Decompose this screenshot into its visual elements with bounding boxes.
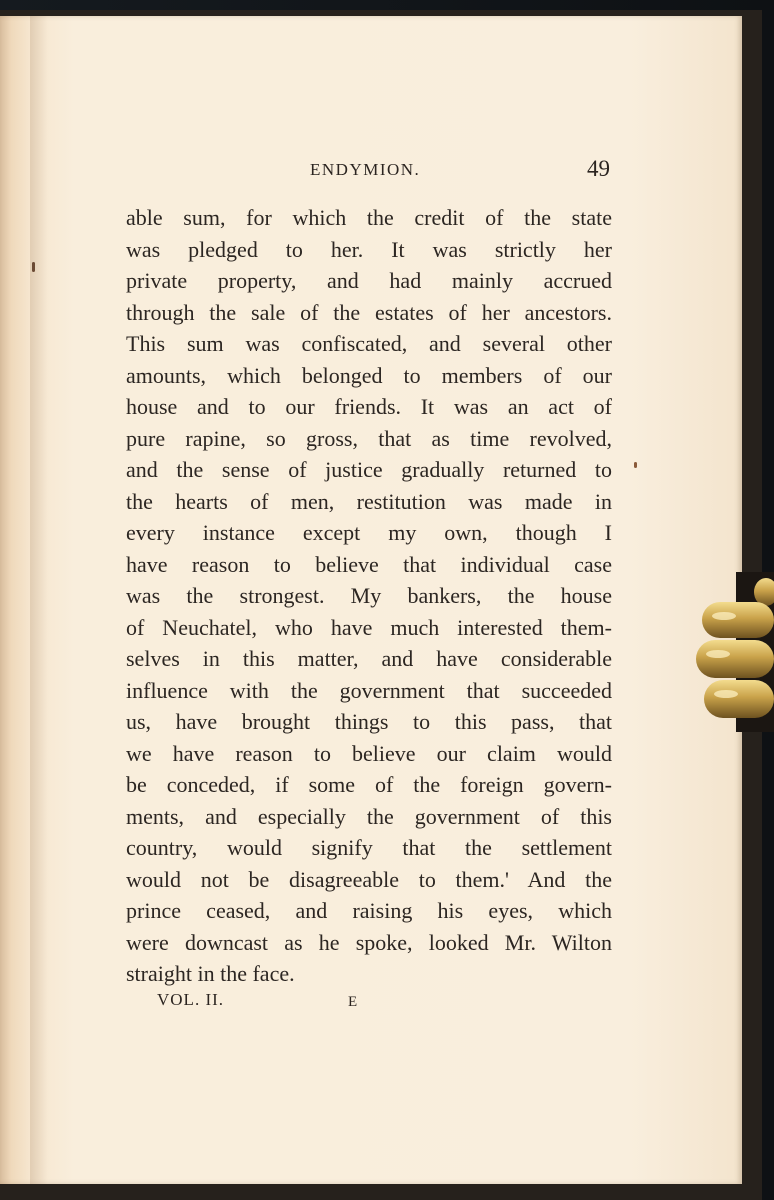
text-line: This sum was confiscated, and several other	[126, 331, 612, 356]
text-line: was the strongest. My bankers, the house	[126, 583, 612, 608]
text-line: be conceded, if some of the foreign govern-	[126, 772, 612, 797]
text-line: straight in the face.	[126, 961, 295, 986]
body-text	[126, 202, 612, 990]
volume-label: VOL. II.	[157, 990, 225, 1009]
text-line: through the sale of the estates of her ancestors.	[126, 299, 612, 325]
text-line: have reason to believe that individual case	[126, 551, 612, 577]
text-line: pure rapine, so gross, that as time revolved,	[126, 425, 612, 451]
running-head	[130, 158, 610, 188]
text-line: every instance except my own, though I	[126, 520, 612, 545]
brass-clip-icon	[696, 572, 774, 732]
text-line: of Neuchatel, who have much interested them-	[126, 614, 612, 640]
paper-speck	[32, 262, 35, 272]
text-line: and the sense of justice gradually returned to	[126, 457, 612, 482]
text-line: amounts, which belonged to members of our	[126, 362, 612, 388]
page-footer	[0, 990, 774, 1020]
text-line: influence with the government that succeeded	[126, 677, 612, 703]
text-line: the hearts of men, restitution was made in	[126, 488, 612, 514]
text-line: were downcast as he spoke, looked Mr. Wilton	[126, 929, 612, 955]
paper-speck	[634, 462, 637, 468]
text-line: house and to our friends. It was an act of	[126, 394, 612, 419]
text-line: us, have brought things to this pass, that	[126, 709, 612, 734]
text-line: able sum, for which the credit of the state	[126, 205, 612, 230]
text-line: ments, and especially the government of this	[126, 803, 612, 829]
text-line: would not be disagreeable to them.' And the	[126, 866, 612, 892]
text-line: was pledged to her. It was strictly her	[126, 236, 612, 262]
text-line: private property, and had mainly accrued	[126, 268, 612, 293]
signature-mark: E	[348, 994, 358, 1010]
running-title: ENDYMION.	[310, 160, 421, 179]
page-number: 49	[587, 156, 610, 181]
text-line: selves in this matter, and have considerable	[126, 646, 612, 671]
text-line: country, would signify that the settlement	[126, 835, 612, 860]
text-line: we have reason to believe our claim would	[126, 740, 612, 766]
text-line: prince ceased, and raising his eyes, which	[126, 898, 612, 923]
